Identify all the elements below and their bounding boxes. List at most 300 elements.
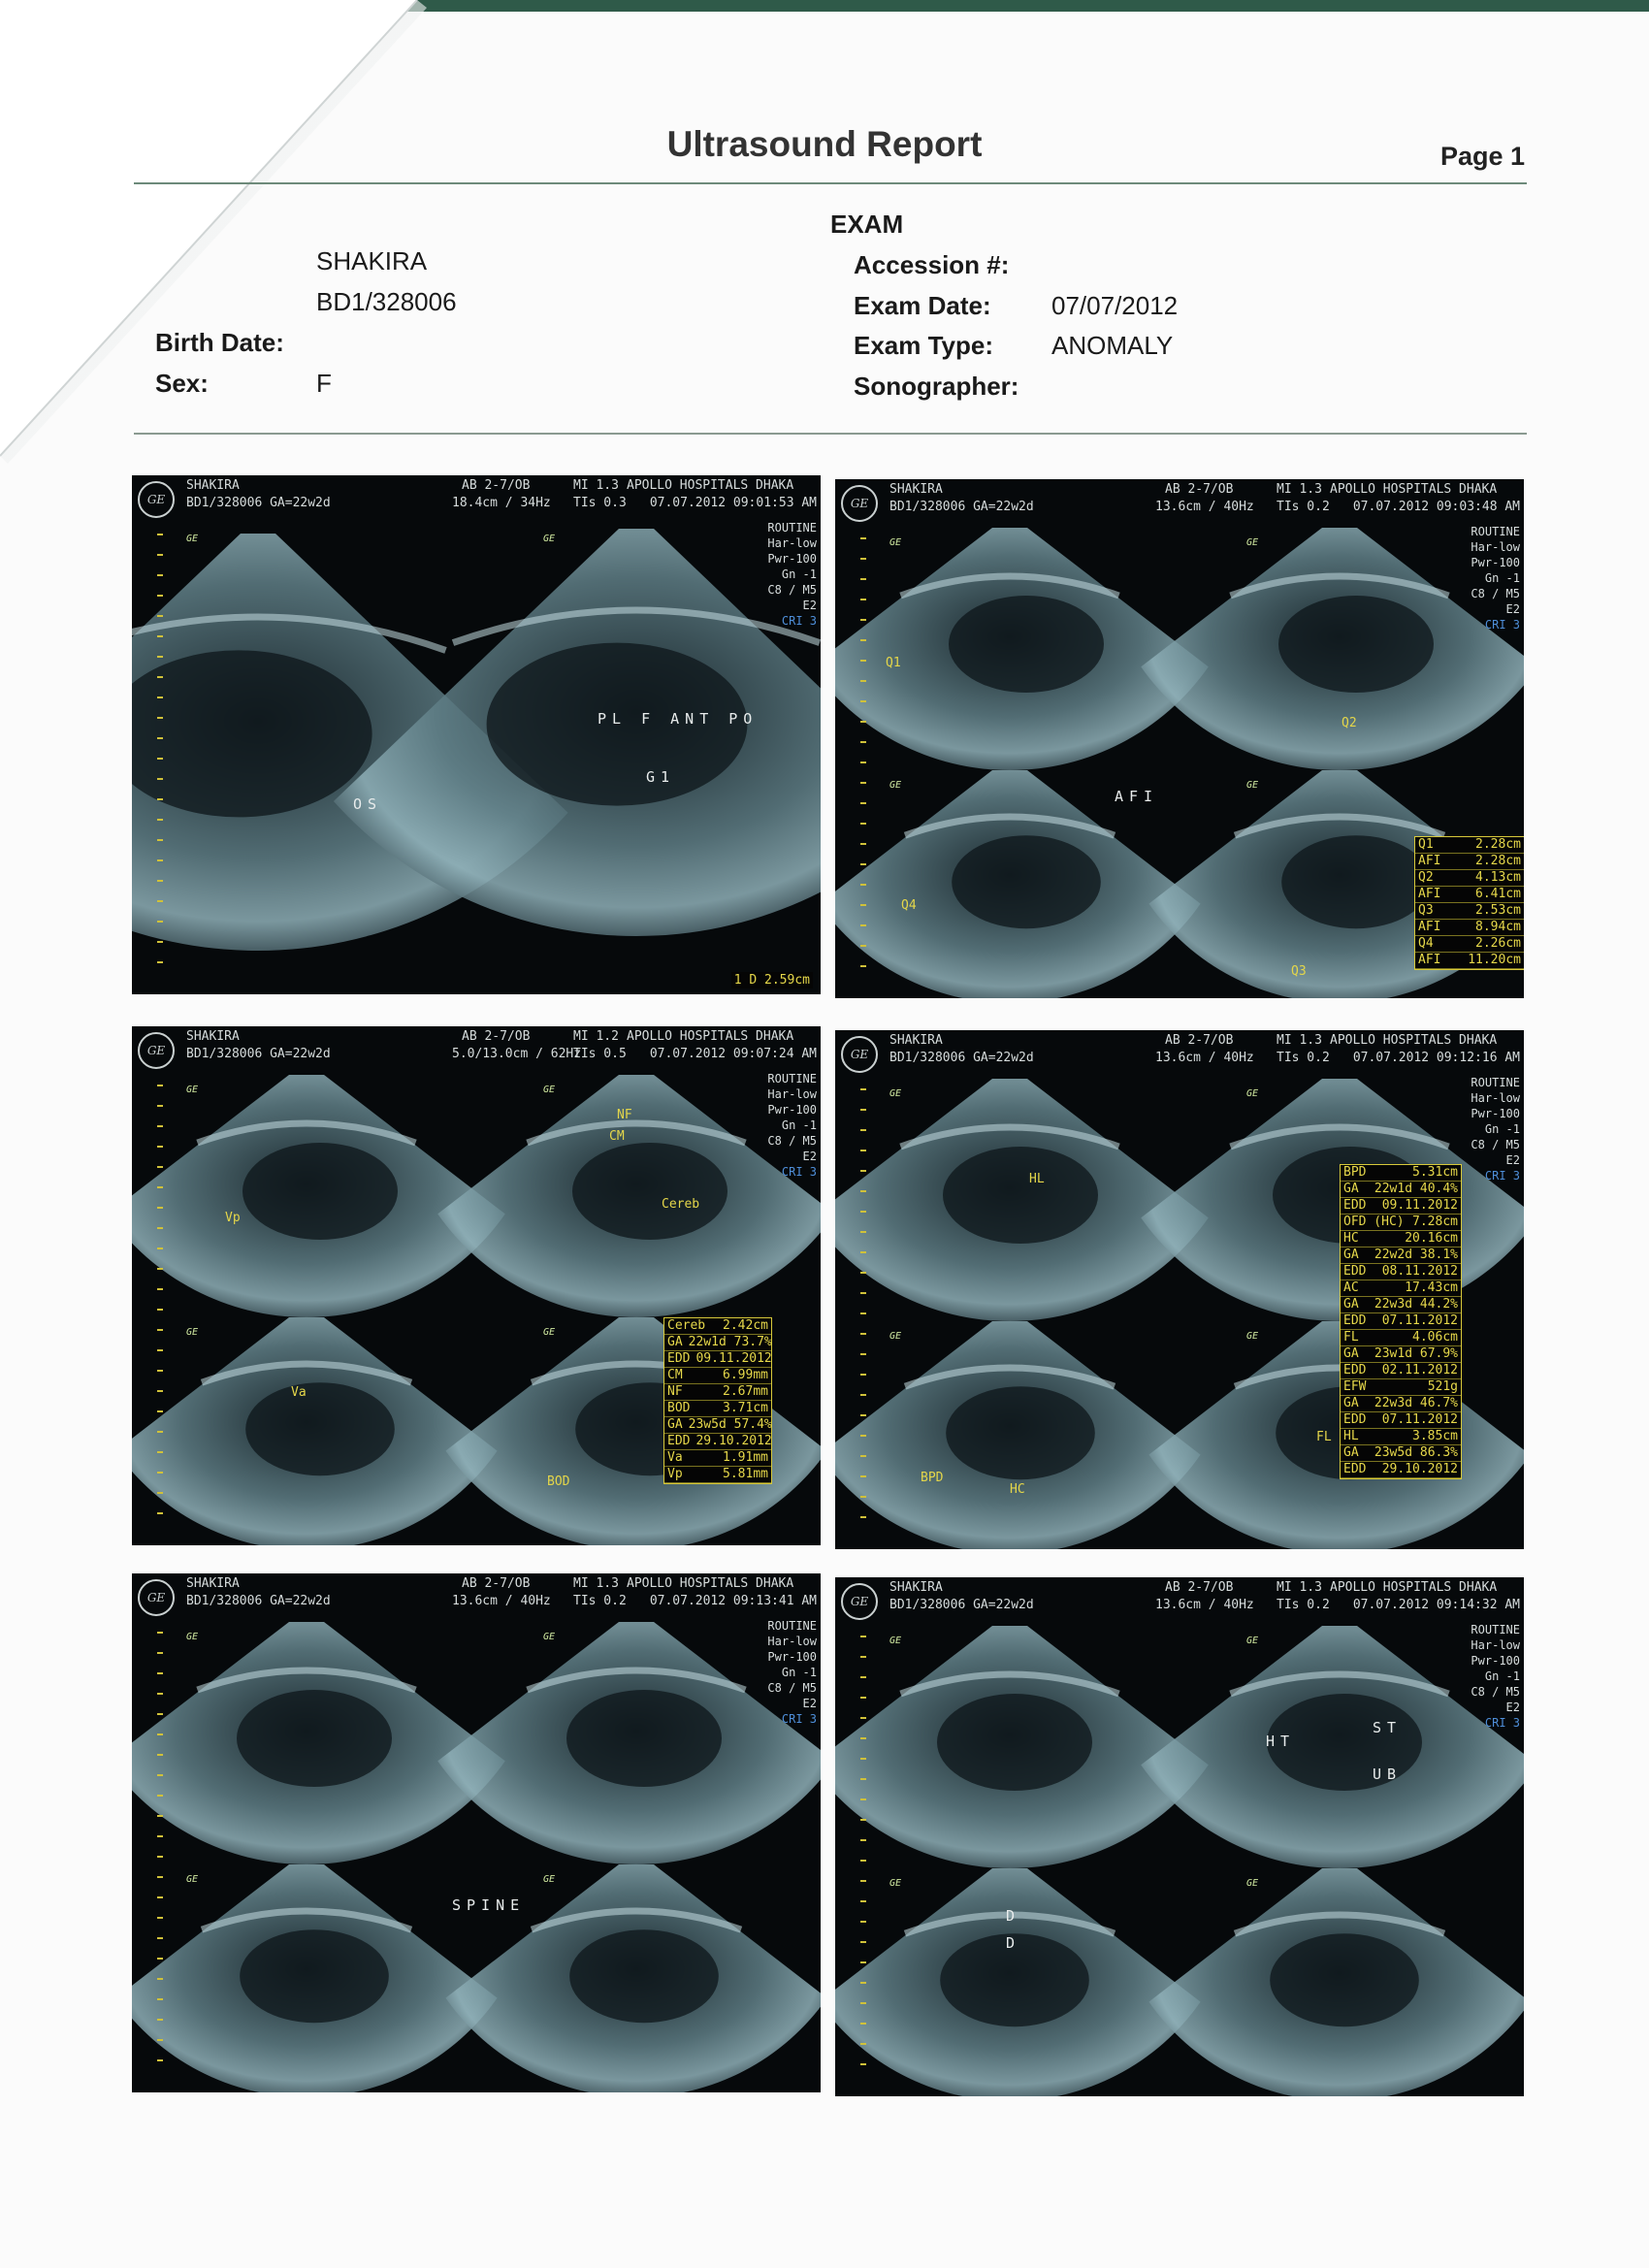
depth-tick: [860, 660, 866, 662]
exam-date: 07/07/2012: [1051, 291, 1179, 320]
measurement-name: OFD (HC): [1343, 1215, 1405, 1229]
measurement-value: 29.10.2012: [1381, 1462, 1458, 1476]
image-annotation: CM: [609, 1129, 625, 1144]
probe-preset: AB 2-7/OB: [1165, 1033, 1234, 1048]
depth-tick: [860, 1737, 866, 1739]
exam-type: ANOMALY: [1051, 331, 1174, 360]
scan-parameter: ROUTINE: [767, 1072, 817, 1085]
measurement-value: 7.28cm: [1412, 1215, 1458, 1229]
measurement-name: EDD: [1343, 1313, 1367, 1328]
depth-tick: [157, 1390, 163, 1392]
depth-tick: [157, 1835, 163, 1837]
measurement-name: BPD: [1343, 1165, 1367, 1180]
ultrasound-image: [132, 1573, 821, 2092]
panel-header: [132, 1573, 821, 1620]
measurement-name: EDD: [1343, 1462, 1367, 1476]
scan-parameter: CRI 3: [1484, 1716, 1520, 1730]
hospital-name: APOLLO HOSPITALS DHAKA: [1330, 1033, 1498, 1048]
anatomy-shadow: [946, 1386, 1095, 1479]
depth-tick: [860, 1251, 866, 1253]
depth-tick: [157, 1472, 163, 1474]
measurement-row: [1341, 1412, 1461, 1429]
panel-header: [835, 1030, 1524, 1077]
sex-label: Sex:: [155, 369, 209, 398]
depth-tick: [157, 1632, 163, 1634]
measurement-value: 2.28cm: [1475, 854, 1521, 868]
measurement-row: [1415, 903, 1524, 920]
scan-datetime: 07.07.2012 09:07:24 AM: [649, 1047, 817, 1061]
measurement-row: [1341, 1445, 1461, 1462]
depth-tick: [860, 924, 866, 926]
scan-datetime: 07.07.2012 09:03:48 AM: [1352, 500, 1520, 514]
panel-patient-id: BD1/328006 GA=22w2d: [889, 1051, 1034, 1065]
measurement-value: 6.99mm: [723, 1368, 768, 1382]
measurement-row: [664, 1335, 771, 1351]
depth-tick: [860, 1717, 866, 1719]
scan-parameter: Har-low: [1471, 540, 1520, 554]
depth-tick: [860, 578, 866, 580]
depth-tick: [157, 1896, 163, 1898]
scan-parameter: Gn -1: [1484, 1669, 1520, 1683]
scan-parameter: Gn -1: [781, 567, 817, 581]
ge-tag: GE: [543, 1085, 556, 1095]
depth-tick: [860, 1109, 866, 1111]
measurement-value: 2.67mm: [723, 1384, 768, 1399]
depth-tick: [860, 599, 866, 600]
measurement-name: GA: [1343, 1297, 1359, 1312]
ge-tag: GE: [186, 1085, 199, 1095]
depth-tick: [157, 758, 163, 760]
image-annotation: Cereb: [662, 1197, 700, 1212]
measurement-row: [1341, 1165, 1461, 1182]
scan-parameter: ROUTINE: [1471, 525, 1520, 538]
image-annotation: Va: [291, 1385, 307, 1400]
anatomy-shadow: [1270, 1933, 1419, 2026]
depth-tick: [157, 1146, 163, 1148]
measurement-row: [1415, 936, 1524, 953]
measurement-table: [1340, 1164, 1462, 1479]
image-annotation: PL F ANT PO: [598, 710, 759, 728]
measurement-value: 521g: [1427, 1379, 1458, 1394]
depth-frequency: 5.0/13.0cm / 62Hz: [452, 1047, 582, 1061]
depth-tick: [860, 1921, 866, 1923]
measurement-row: [664, 1368, 771, 1384]
measurement-row: [1415, 870, 1524, 887]
ge-tag: GE: [889, 537, 902, 548]
patient-name: SHAKIRA: [316, 246, 428, 275]
thermal-index: TIs 0.2: [573, 1594, 627, 1608]
image-annotation: BOD: [547, 1474, 570, 1489]
ge-tag: GE: [1246, 1331, 1259, 1342]
measurement-value: 22w1d 73.7%: [688, 1335, 772, 1349]
anatomy-shadow: [949, 596, 1104, 693]
scan-parameter: Gn -1: [1484, 1122, 1520, 1136]
ge-tag: GE: [889, 780, 902, 791]
depth-tick: [860, 1758, 866, 1760]
measurement-row: [1341, 1215, 1461, 1231]
ge-tag: GE: [889, 1331, 902, 1342]
scan-parameter: Har-low: [767, 1635, 817, 1648]
measurement-name: CM: [667, 1368, 683, 1382]
measurement-name: Q3: [1418, 903, 1434, 918]
depth-tick: [860, 2063, 866, 2065]
scan-parameter: Pwr-100: [767, 1103, 817, 1117]
measurement-value: 17.43cm: [1405, 1280, 1458, 1295]
ge-tag: GE: [889, 1636, 902, 1646]
depth-tick: [860, 1374, 866, 1376]
panel-patient-name: SHAKIRA: [186, 478, 240, 493]
ge-logo-icon: GE: [841, 1583, 878, 1620]
panel-patient-id: BD1/328006 GA=22w2d: [186, 1594, 331, 1608]
panel-patient-name: SHAKIRA: [186, 1029, 240, 1044]
panel-header: [132, 1026, 821, 1073]
ultrasound-panel: [835, 1030, 1524, 1549]
depth-tick: [860, 1088, 866, 1090]
measurement-value: 09.11.2012: [695, 1351, 772, 1366]
measurement-row: [664, 1318, 771, 1335]
measurement-name: HL: [1343, 1429, 1359, 1443]
mechanical-index: MI 1.3: [1277, 1033, 1322, 1048]
anatomy-shadow: [245, 1382, 395, 1475]
depth-tick: [157, 1998, 163, 2000]
scan-datetime: 07.07.2012 09:01:53 AM: [649, 496, 817, 510]
measurement-value: 09.11.2012: [1381, 1198, 1458, 1213]
anatomy-shadow: [566, 1690, 722, 1787]
depth-tick: [157, 697, 163, 698]
probe-preset: AB 2-7/OB: [462, 478, 531, 493]
accession-label: Accession #:: [854, 250, 1010, 279]
measurement-row: [664, 1351, 771, 1368]
depth-tick: [157, 656, 163, 658]
depth-tick: [860, 1778, 866, 1780]
measurement-row: [1341, 1346, 1461, 1363]
panel-patient-id: BD1/328006 GA=22w2d: [889, 1598, 1034, 1612]
depth-tick: [157, 798, 163, 800]
probe-preset: AB 2-7/OB: [1165, 1580, 1234, 1595]
measurement-value: 4.13cm: [1475, 870, 1521, 885]
ultrasound-panel: [835, 479, 1524, 998]
measurement-value: 07.11.2012: [1381, 1412, 1458, 1427]
depth-tick: [157, 1512, 163, 1514]
measurement-name: Vp: [667, 1467, 683, 1481]
measurement-value: 4.06cm: [1412, 1330, 1458, 1345]
depth-tick: [157, 880, 163, 882]
depth-tick: [157, 2059, 163, 2061]
hospital-name: APOLLO HOSPITALS DHAKA: [1330, 1580, 1498, 1595]
depth-tick: [860, 1170, 866, 1172]
ge-tag: GE: [543, 1874, 556, 1885]
header-divider: [134, 182, 1527, 184]
thermal-index: TIs 0.2: [1277, 1051, 1330, 1065]
measurement-value: 07.11.2012: [1381, 1313, 1458, 1328]
scan-parameter: E2: [1505, 602, 1520, 616]
measurement-row: [1341, 1330, 1461, 1346]
depth-tick: [860, 619, 866, 621]
measurement-table: [663, 1317, 772, 1484]
measurement-row: [1415, 920, 1524, 936]
ultrasound-image: [132, 475, 821, 994]
measurement-name: EDD: [667, 1434, 691, 1448]
depth-tick: [860, 1819, 866, 1821]
depth-tick: [860, 639, 866, 641]
depth-tick: [860, 1941, 866, 1943]
depth-tick: [157, 635, 163, 637]
anatomy-shadow: [1278, 596, 1434, 693]
measurement-value: 2.42cm: [723, 1318, 768, 1333]
depth-tick: [860, 1292, 866, 1294]
ge-tag: GE: [543, 534, 556, 544]
depth-tick: [860, 1880, 866, 1882]
patient-sex: F: [316, 369, 332, 398]
scan-parameter: ROUTINE: [1471, 1623, 1520, 1636]
depth-tick: [860, 2023, 866, 2025]
measurement-row: [1341, 1182, 1461, 1198]
depth-tick: [157, 1247, 163, 1249]
ge-tag: GE: [889, 1088, 902, 1099]
depth-tick: [157, 1876, 163, 1878]
measurement-value: 20.16cm: [1405, 1231, 1458, 1246]
measurement-name: GA: [667, 1417, 683, 1432]
measurement-value: 08.11.2012: [1381, 1264, 1458, 1279]
depth-tick: [157, 1207, 163, 1209]
scan-parameter: Gn -1: [781, 1666, 817, 1679]
image-annotation: Q1: [886, 656, 901, 670]
panel-header: [835, 479, 1524, 526]
measurement-name: FL: [1343, 1330, 1359, 1345]
probe-preset: AB 2-7/OB: [462, 1576, 531, 1591]
scan-parameter: E2: [1505, 1701, 1520, 1714]
measurement-name: GA: [667, 1335, 683, 1349]
measurement-value: 11.20cm: [1468, 953, 1521, 967]
depth-frequency: 13.6cm / 40Hz: [452, 1594, 551, 1608]
image-annotation: Q4: [901, 898, 917, 913]
scan-parameter: ROUTINE: [1471, 1076, 1520, 1089]
measurement-name: HC: [1343, 1231, 1359, 1246]
ge-tag: GE: [1246, 780, 1259, 791]
image-annotation: G1: [646, 768, 676, 786]
measurement-value: 02.11.2012: [1381, 1363, 1458, 1377]
measurement-table: [1414, 836, 1524, 970]
depth-tick: [860, 1475, 866, 1477]
depth-frequency: 18.4cm / 34Hz: [452, 496, 551, 510]
depth-tick: [860, 1455, 866, 1457]
ge-logo-icon: GE: [138, 1032, 175, 1069]
scan-datetime: 07.07.2012 09:14:32 AM: [1352, 1598, 1520, 1612]
thermal-index: TIs 0.3: [573, 496, 627, 510]
depth-tick: [860, 884, 866, 886]
image-annotation: OS: [353, 795, 383, 813]
depth-tick: [157, 1492, 163, 1494]
hospital-name: APOLLO HOSPITALS DHAKA: [1330, 482, 1498, 497]
panel-patient-name: SHAKIRA: [186, 1576, 240, 1591]
depth-tick: [860, 1961, 866, 1963]
image-annotation: FL: [1316, 1430, 1332, 1444]
scan-parameter: Pwr-100: [1471, 1107, 1520, 1120]
depth-tick: [860, 1414, 866, 1416]
measurement-row: [664, 1467, 771, 1483]
ge-tag: GE: [1246, 1636, 1259, 1646]
scan-parameter: Pwr-100: [767, 552, 817, 566]
measurement-value: 8.94cm: [1475, 920, 1521, 934]
measurement-name: Q1: [1418, 837, 1434, 852]
measurement-value: 2.26cm: [1475, 936, 1521, 951]
thermal-index: TIs 0.2: [1277, 500, 1330, 514]
depth-tick: [860, 1496, 866, 1498]
measurement-value: 23w5d 57.4%: [688, 1417, 772, 1432]
depth-tick: [157, 961, 163, 963]
measurement-name: EDD: [1343, 1198, 1367, 1213]
depth-tick: [157, 534, 163, 535]
depth-tick: [157, 1795, 163, 1797]
ge-tag: GE: [186, 534, 199, 544]
measurement-value: 5.81mm: [723, 1467, 768, 1481]
measurement-name: Cereb: [667, 1318, 706, 1333]
anatomy-shadow: [937, 1694, 1092, 1791]
ge-tag: GE: [1246, 1878, 1259, 1889]
exam-type-label: Exam Type:: [854, 331, 994, 360]
image-annotation: D: [1006, 1934, 1021, 1952]
depth-tick: [157, 900, 163, 902]
depth-tick: [157, 1166, 163, 1168]
scan-parameters: [767, 1618, 817, 1727]
scan-parameter: E2: [802, 1697, 817, 1710]
depth-tick: [157, 1186, 163, 1188]
depth-frequency: 13.6cm / 40Hz: [1155, 1051, 1254, 1065]
measurement-row: [1341, 1379, 1461, 1396]
depth-tick: [860, 863, 866, 865]
report-title: Ultrasound Report: [666, 124, 983, 164]
ge-logo-icon: GE: [841, 1036, 878, 1073]
scan-parameter: C8 / M5: [767, 583, 817, 597]
measurement-value: 29.10.2012: [695, 1434, 772, 1448]
ge-tag: GE: [543, 1632, 556, 1642]
measurement-name: GA: [1343, 1396, 1359, 1410]
thermal-index: TIs 0.5: [573, 1047, 627, 1061]
measurement-name: EDD: [1343, 1363, 1367, 1377]
anatomy-shadow: [237, 1690, 392, 1787]
patient-id: BD1/328006: [316, 287, 457, 316]
ultrasound-image: [835, 1577, 1524, 2096]
measurement-row: [664, 1384, 771, 1401]
depth-tick: [860, 2002, 866, 2004]
depth-tick: [157, 859, 163, 861]
scan-parameter: Pwr-100: [1471, 556, 1520, 569]
scan-parameter: Har-low: [1471, 1091, 1520, 1105]
mechanical-index: MI 1.3: [573, 478, 619, 493]
measurement-row: [1415, 854, 1524, 870]
panel-patient-id: BD1/328006 GA=22w2d: [186, 1047, 331, 1061]
depth-tick: [157, 1917, 163, 1919]
measurement-row: [664, 1417, 771, 1434]
scan-parameter: CRI 3: [781, 614, 817, 628]
measurement-row: [1341, 1247, 1461, 1264]
measurement-value: 6.41cm: [1475, 887, 1521, 901]
image-annotation: NF: [617, 1108, 632, 1122]
depth-tick: [860, 1231, 866, 1233]
depth-tick: [157, 1693, 163, 1695]
depth-tick: [157, 1227, 163, 1229]
measurement-name: EFW: [1343, 1379, 1367, 1394]
depth-tick: [157, 839, 163, 841]
thermal-index: TIs 0.2: [1277, 1598, 1330, 1612]
depth-tick: [157, 574, 163, 576]
depth-tick: [860, 1129, 866, 1131]
depth-tick: [860, 1900, 866, 1902]
scan-parameters: [1471, 1622, 1520, 1731]
measurement-value: 23w1d 67.9%: [1374, 1346, 1458, 1361]
depth-tick: [157, 1815, 163, 1817]
hospital-name: APOLLO HOSPITALS DHAKA: [627, 478, 794, 493]
depth-tick: [860, 945, 866, 947]
measurement-value: 22w3d 44.2%: [1374, 1297, 1458, 1312]
measurement-name: AFI: [1418, 887, 1441, 901]
depth-tick: [860, 1190, 866, 1192]
measurement-value: 22w1d 40.4%: [1374, 1182, 1458, 1196]
depth-tick: [157, 941, 163, 943]
panel-patient-name: SHAKIRA: [889, 1033, 943, 1048]
scan-parameter: C8 / M5: [767, 1681, 817, 1695]
panel-patient-id: BD1/328006 GA=22w2d: [186, 496, 331, 510]
ge-tag: GE: [186, 1327, 199, 1338]
depth-frequency: 13.6cm / 40Hz: [1155, 1598, 1254, 1612]
measurement-row: [1341, 1198, 1461, 1215]
scan-parameter: ROUTINE: [767, 521, 817, 535]
scan-parameter: CRI 3: [1484, 1169, 1520, 1183]
image-annotation: ST: [1373, 1719, 1403, 1736]
anatomy-shadow: [572, 1143, 728, 1240]
depth-tick: [157, 737, 163, 739]
depth-tick: [157, 1370, 163, 1372]
anatomy-shadow: [1281, 835, 1431, 928]
mechanical-index: MI 1.3: [1277, 1580, 1322, 1595]
depth-tick: [157, 1733, 163, 1735]
measurement-name: Q4: [1418, 936, 1434, 951]
measurement-value: 3.85cm: [1412, 1429, 1458, 1443]
depth-tick: [860, 1860, 866, 1862]
scan-parameters: [767, 1071, 817, 1180]
ge-logo-icon: GE: [138, 481, 175, 518]
image-annotation: SPINE: [452, 1896, 526, 1914]
scan-parameter: CRI 3: [781, 1712, 817, 1726]
scan-parameter: C8 / M5: [1471, 1685, 1520, 1699]
distance-measurement: 1 D 2.59cm: [731, 972, 813, 988]
depth-tick: [157, 1410, 163, 1412]
probe-preset: AB 2-7/OB: [1165, 482, 1234, 497]
measurement-name: Q2: [1418, 870, 1434, 885]
depth-tick: [157, 819, 163, 821]
depth-tick: [157, 1978, 163, 1980]
scan-parameter: E2: [802, 1150, 817, 1163]
ge-tag: GE: [543, 1327, 556, 1338]
depth-tick: [157, 1329, 163, 1331]
scan-parameter: Har-low: [767, 1087, 817, 1101]
measurement-row: [1341, 1462, 1461, 1478]
image-annotation: D: [1006, 1907, 1021, 1925]
depth-tick: [860, 1982, 866, 1984]
scan-parameter: Pwr-100: [767, 1650, 817, 1664]
scan-parameter: Gn -1: [1484, 571, 1520, 585]
panel-patient-name: SHAKIRA: [889, 1580, 943, 1595]
scan-datetime: 07.07.2012 09:13:41 AM: [649, 1594, 817, 1608]
depth-tick: [860, 1636, 866, 1637]
depth-tick: [860, 965, 866, 967]
depth-tick: [157, 1754, 163, 1756]
measurement-value: 2.28cm: [1475, 837, 1521, 852]
image-annotation: HL: [1029, 1172, 1045, 1186]
page-number: Page 1: [1439, 142, 1525, 171]
mechanical-index: MI 1.3: [573, 1576, 619, 1591]
measurement-name: BOD: [667, 1401, 691, 1415]
